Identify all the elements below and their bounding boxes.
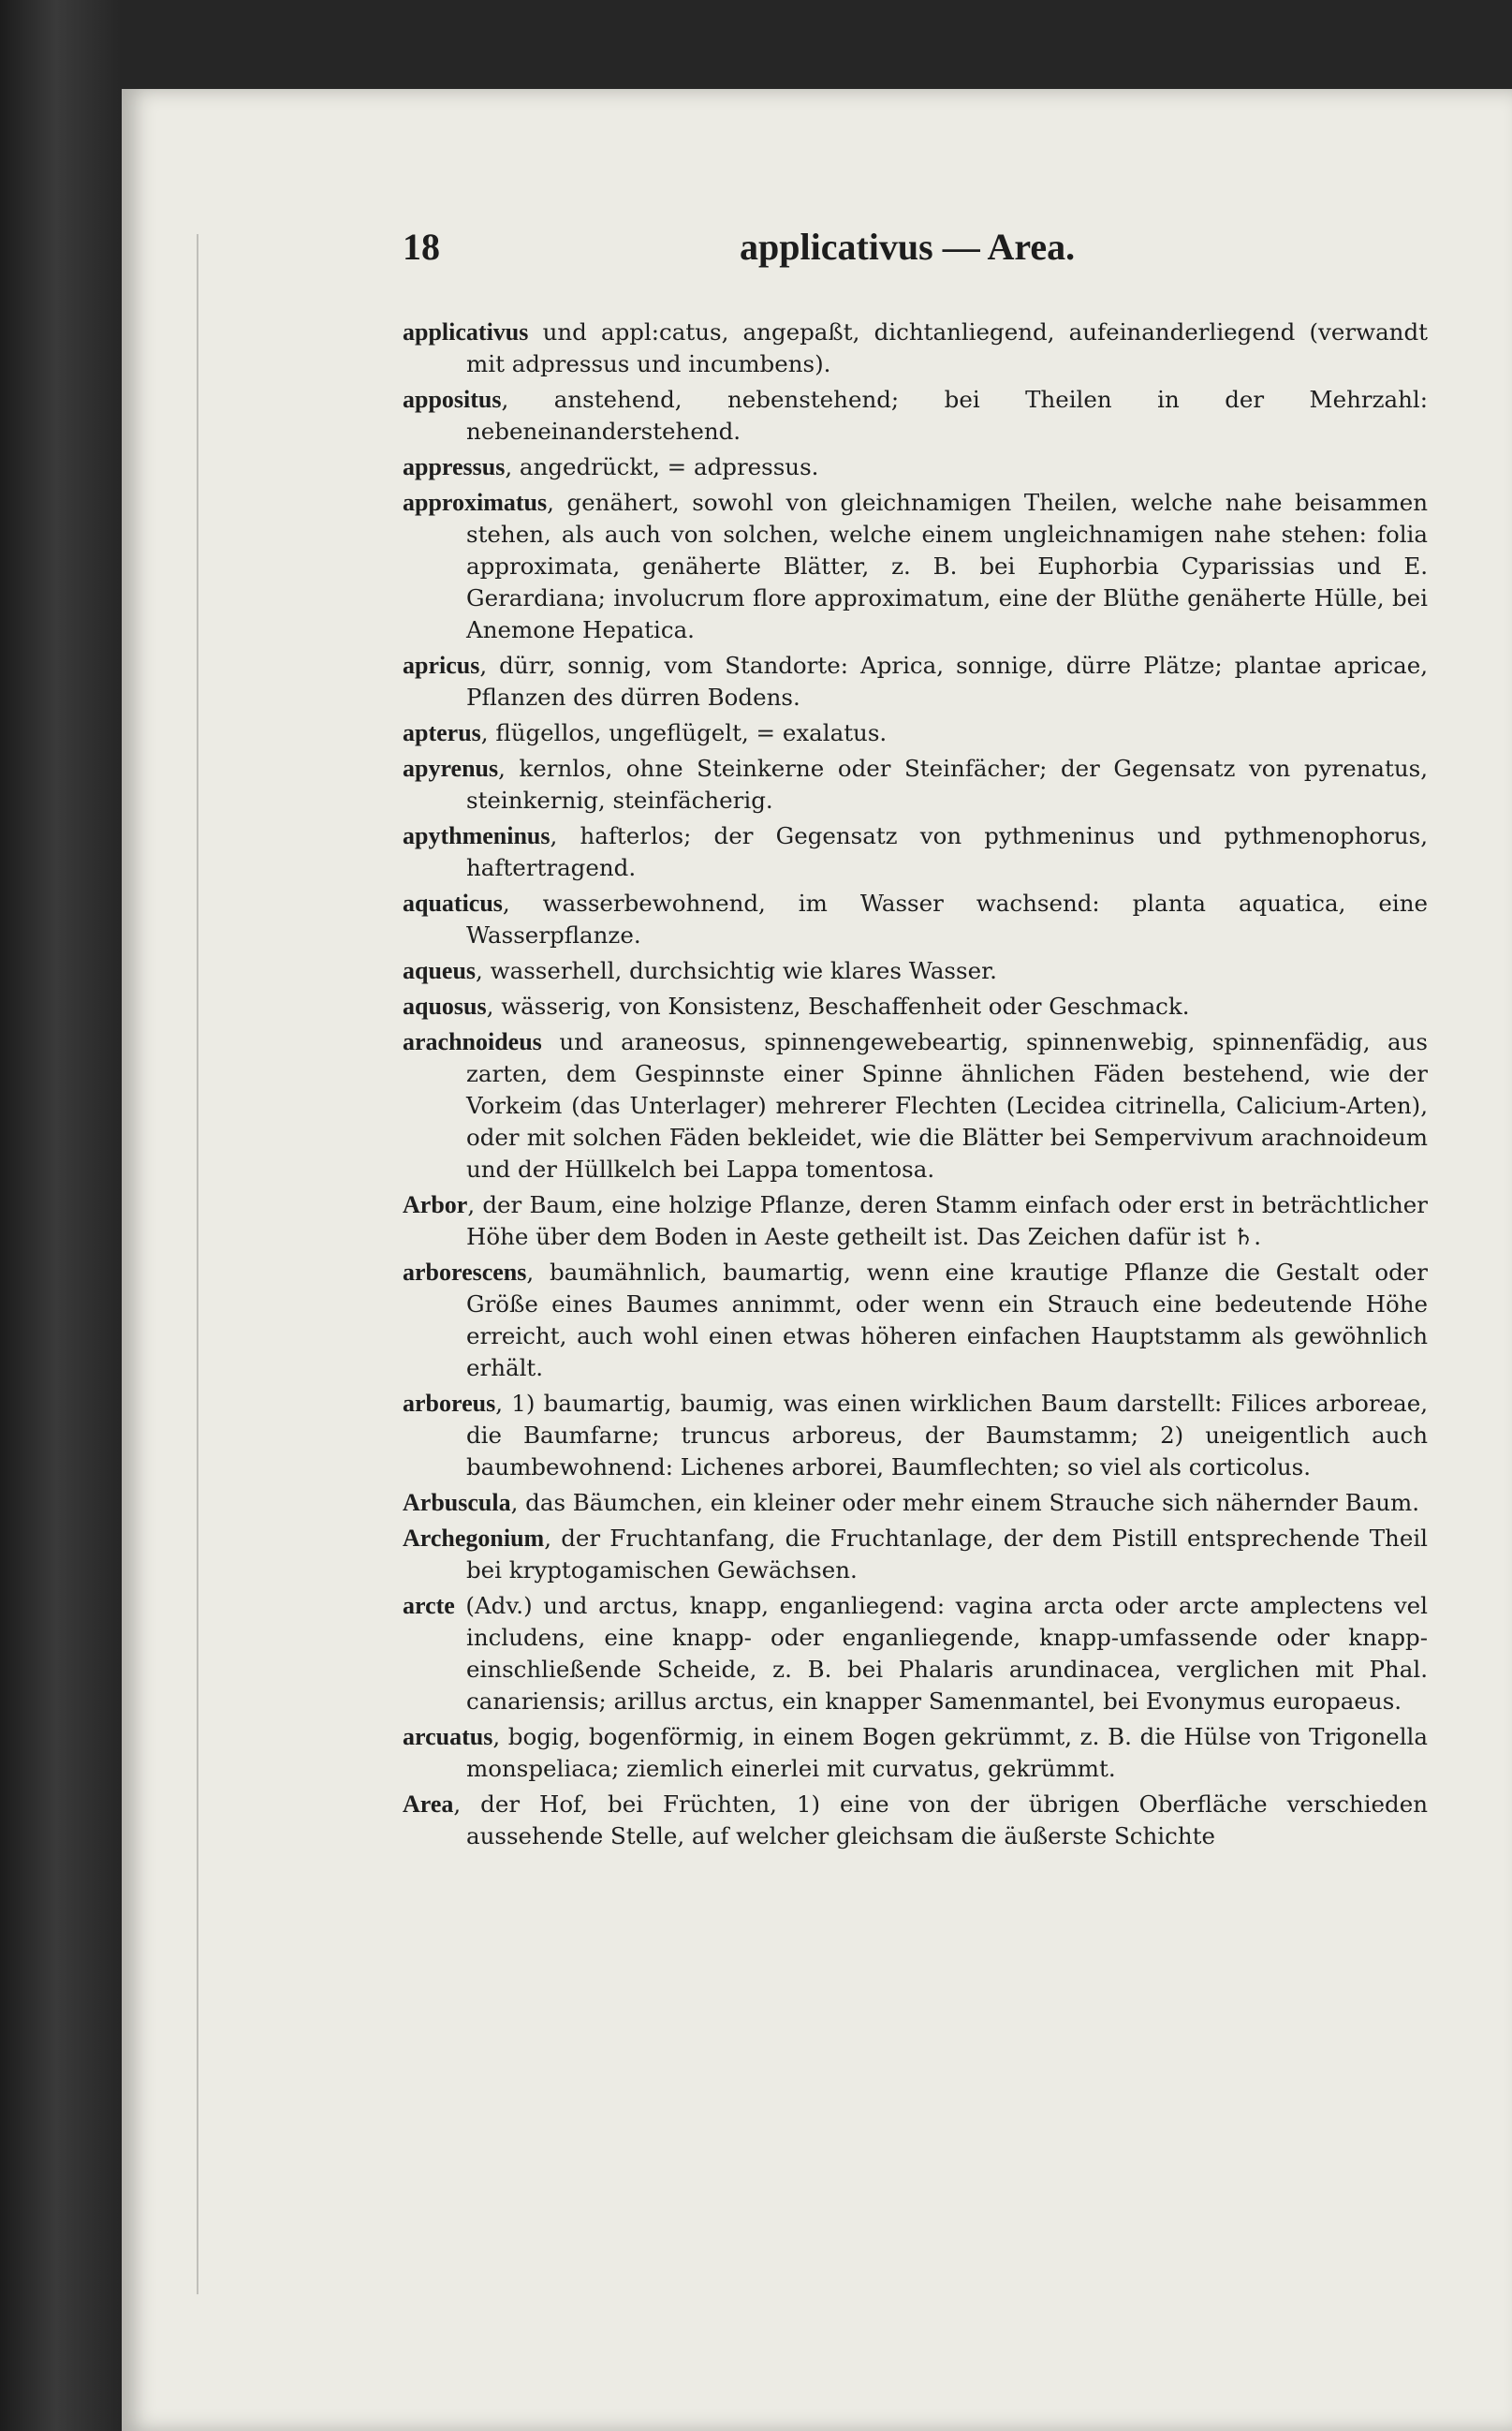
headword: arachnoideus [403, 1028, 542, 1055]
headword: appositus [403, 386, 502, 413]
entry-apricus [403, 650, 1428, 714]
entry-arcuatus [403, 1721, 1428, 1785]
headword: approximatus [403, 489, 548, 516]
headword: apyrenus [403, 755, 499, 782]
headword: Archegonium [403, 1525, 545, 1552]
entry-aqueus [403, 955, 1428, 987]
definition: , genähert, sowohl von gleichnamigen Theilen, welche nahe beisammen stehen, als auch von solchen, welche einem ungleichnamigen nahe stehen: folia approximata, genäherte Blätter, z. B. bei Euphorbia Cyparissias und E. Gerardiana; involucrum flore approximatum, eine der Blüthe genäherte Hülle, bei Anemone Hepatica. [466, 489, 1428, 643]
headword: apricus [403, 652, 480, 679]
page-header [403, 225, 1423, 281]
entry-apterus [403, 717, 1428, 749]
headword: arboreus [403, 1390, 496, 1417]
definition: , angedrückt, = adpressus. [505, 453, 819, 480]
definition: , 1) baumartig, baumig, was einen wirklichen Baum darstellt: Filices arboreae, die Baumfarne; truncus arboreus, der Baumstamm; 2) uneigentlich auch baumbewohnend: Lichenes arborei, Baumflechten; so viel als corticolus. [466, 1390, 1428, 1481]
headword: Arbor [403, 1191, 468, 1218]
definition: , kernlos, ohne Steinkerne oder Steinfächer; der Gegensatz von pyrenatus, steinkernig, steinfächerig. [466, 755, 1428, 814]
definition: , der Hof, bei Früchten, 1) eine von der übrigen Oberfläche verschieden aussehende Stelle, auf welcher gleichsam die äußerste Schichte [453, 1790, 1428, 1849]
page-edge-line [197, 234, 198, 2294]
headword: applicativus [403, 318, 529, 346]
entry-aquaticus [403, 888, 1428, 951]
headword: aquaticus [403, 890, 503, 917]
headword: apterus [403, 719, 481, 746]
entry-aquosus [403, 991, 1428, 1023]
entry-arboreus [403, 1388, 1428, 1483]
definition: , der Fruchtanfang, die Fruchtanlage, der dem Pistill entsprechende Theil bei kryptogamischen Gewächsen. [466, 1525, 1428, 1584]
entry-arachnoideus [403, 1026, 1428, 1186]
headword: aqueus [403, 957, 477, 984]
definition: , baumähnlich, baumartig, wenn eine krautige Pflanze die Gestalt oder Größe eines Baumes annimmt, oder wenn ein Strauch eine bedeutende Höhe erreicht, auch wohl einen etwas höheren einfachen Hauptstamm als gewöhnlich erhält. [466, 1259, 1428, 1381]
running-head: applicativus — Area. [740, 226, 1076, 268]
definition: , bogig, bogenförmig, in einem Bogen gekrümmt, z. B. die Hülse von Trigonella monspeliaca; ziemlich einerlei mit curvatus, gekrümmt. [466, 1723, 1428, 1782]
entry-apythmeninus [403, 820, 1428, 884]
entry-arcte [403, 1590, 1428, 1717]
headword: arcuatus [403, 1723, 493, 1750]
definition: , anstehend, nebenstehend; bei Theilen in der Mehrzahl: nebeneinanderstehend. [466, 386, 1428, 445]
headword: arborescens [403, 1259, 527, 1286]
entry-arbor [403, 1189, 1428, 1253]
headword: aquosus [403, 993, 487, 1020]
page-number: 18 [403, 226, 440, 268]
definition: , wasserhell, durchsichtig wie klares Wasser. [476, 957, 997, 984]
entry-arborescens [403, 1257, 1428, 1384]
definition: , flügellos, ungeflügelt, = exalatus. [480, 719, 888, 746]
definition: , wässerig, von Konsistenz, Beschaffenheit oder Geschmack. [486, 993, 1190, 1020]
entry-apyrenus [403, 753, 1428, 817]
definition: , das Bäumchen, ein kleiner oder mehr einem Strauche sich nähernder Baum. [510, 1489, 1420, 1516]
headword: Arbuscula [403, 1489, 511, 1516]
headword: arcte [403, 1592, 455, 1619]
entry-area [403, 1789, 1428, 1852]
headword: apythmeninus [403, 822, 550, 849]
definition: , der Baum, eine holzige Pflanze, deren Stamm einfach oder erst in beträchtlicher Höhe über dem Boden in Aeste getheilt ist. Das Zeichen dafür ist ♄. [466, 1191, 1428, 1250]
entry-arbuscula [403, 1487, 1428, 1519]
definition: (Adv.) und arctus, knapp, enganliegend: vagina arcta oder arcte amplectens vel includens, eine knapp- oder enganliegende, knapp-umfassende oder knapp-einschließende Scheide, z. B. bei Phalaris arundinacea, verglichen mit Phal. canariensis; arillus arctus, ein knapper Samenmantel, bei Evonymus europaeus. [465, 1592, 1428, 1715]
definition: , hafterlos; der Gegensatz von pythmeninus und pythmenophorus, haftertragend. [466, 822, 1428, 881]
definition: , wasserbewohnend, im Wasser wachsend: planta aquatica, eine Wasserpflanze. [466, 890, 1428, 949]
entry-appositus [403, 384, 1428, 448]
definition: und araneosus, spinnengewebeartig, spinnenwebig, spinnenfädig, aus zarten, dem Gespinnste einer Spinne ähnlichen Fäden bestehend, wie der Vorkeim (das Unterlager) mehrerer Flechten (Lecidea citrinella, Calicium-Arten), oder mit solchen Fäden bekleidet, wie die Blätter bei Sempervivum arachnoideum und der Hüllkelch bei Lappa tomentosa. [466, 1028, 1428, 1183]
dictionary-entries [403, 317, 1428, 1856]
headword: appressus [403, 453, 506, 480]
entry-appressus [403, 451, 1428, 483]
entry-archegonium [403, 1523, 1428, 1586]
definition: und appl:catus, angepaßt, dichtanliegend, aufeinanderliegend (verwandt mit adpressus und incumbens). [466, 318, 1428, 377]
definition: , dürr, sonnig, vom Standorte: Aprica, sonnige, dürre Plätze; plantae apricae, Pflanzen des dürren Bodens. [466, 652, 1428, 711]
entry-approximatus [403, 487, 1428, 646]
entry-applicativus [403, 317, 1428, 380]
headword: Area [403, 1790, 454, 1818]
